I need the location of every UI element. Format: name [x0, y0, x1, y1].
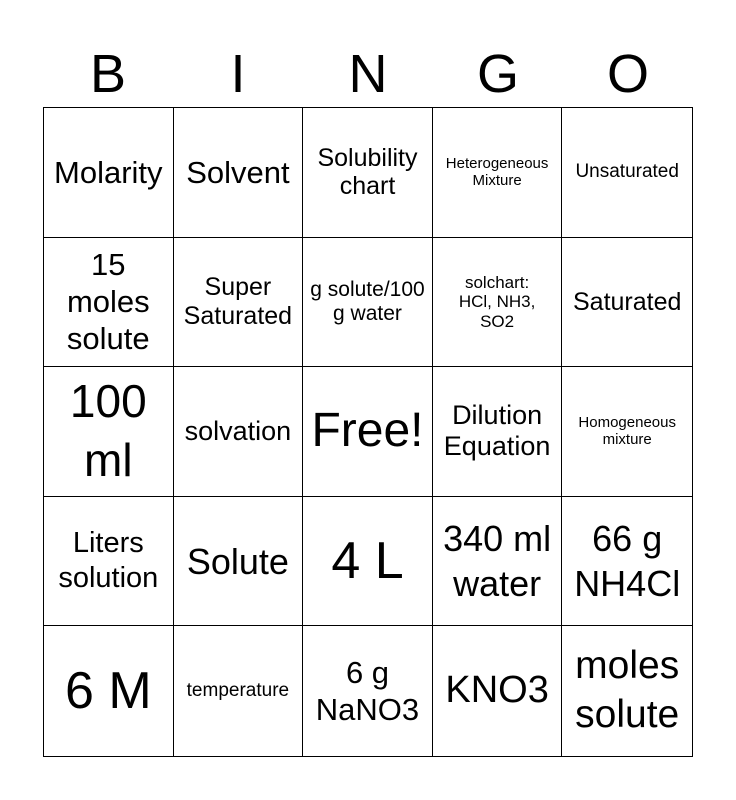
bingo-cell[interactable]: moles solute [575, 644, 680, 737]
header-letter-b: B [89, 44, 127, 104]
header-letter-g: G [476, 44, 519, 104]
bingo-cell[interactable]: 4 L [303, 497, 433, 627]
bingo-cell[interactable]: Solvent [174, 108, 304, 238]
bingo-free-cell[interactable]: Free! [303, 367, 433, 497]
bingo-cell[interactable]: g solute/100 g water [303, 238, 433, 368]
bingo-cell[interactable]: solchart: HCl, NH3, SO2 [433, 238, 563, 368]
bingo-cell[interactable]: 6 g NaNO3 [303, 626, 433, 756]
bingo-cell[interactable]: Super Saturated [174, 238, 304, 368]
bingo-cell[interactable]: 340 ml water [433, 497, 563, 627]
bingo-cell[interactable]: temperature [174, 626, 304, 756]
bingo-cell[interactable]: Dilution Equation [433, 367, 563, 497]
bingo-cell[interactable]: Solubility chart [303, 108, 433, 238]
bingo-cell[interactable]: Solute [174, 497, 304, 627]
bingo-board [43, 107, 693, 757]
bingo-cell[interactable]: Liters solution [44, 497, 174, 627]
bingo-cell[interactable]: 15 moles solute [44, 238, 174, 368]
bingo-cell[interactable]: Saturated [562, 238, 692, 368]
header-letter-i: I [230, 44, 246, 104]
bingo-header [43, 40, 693, 108]
bingo-cell[interactable]: 6 M [44, 626, 174, 756]
bingo-cell[interactable]: 100 ml [44, 367, 174, 497]
bingo-cell[interactable]: KNO3 [433, 626, 563, 756]
bingo-cell[interactable]: Heterogeneous Mixture [433, 108, 563, 238]
bingo-cell[interactable]: Molarity [44, 108, 174, 238]
bingo-cell[interactable]: 66 g NH4Cl [562, 497, 692, 627]
bingo-cell[interactable]: Unsaturated [562, 108, 692, 238]
bingo-cell[interactable]: Homogeneous mixture [562, 367, 692, 497]
header-letter-o: O [606, 44, 649, 104]
bingo-cell[interactable]: solvation [174, 367, 304, 497]
header-letter-n: N [348, 44, 388, 104]
